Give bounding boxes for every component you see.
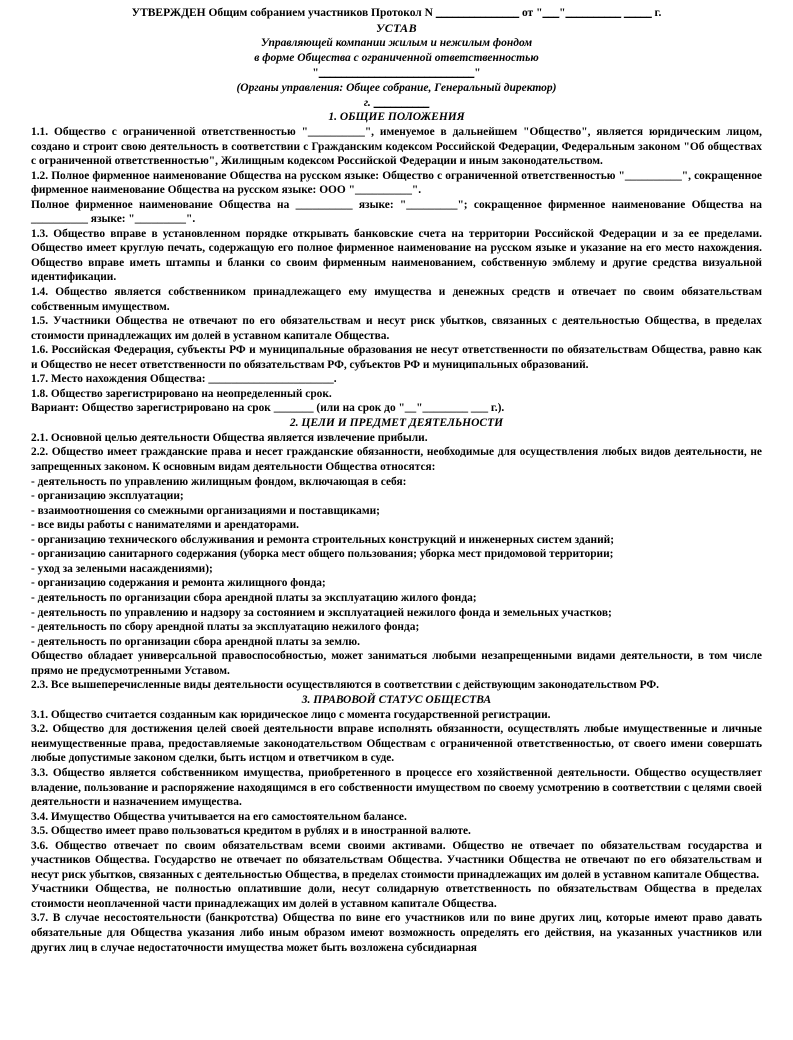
list-item: - деятельность по управлению и надзору за состоянием и эксплуатацией нежилого фонда и земельных участков;	[31, 606, 612, 619]
company-name-blank: ____________________________	[318, 67, 475, 79]
city-prefix: г.	[363, 97, 371, 109]
paragraph-1-6: 1.6. Российская Федерация, субъекты РФ и муниципальные образования не несут ответственности по обязательствам Общества, равно как и Общество не несет ответственности по обязательствам РФ, субъектов РФ и муниципальных образований.	[31, 344, 762, 371]
paragraph-1-3: 1.3. Общество вправе в установленном порядке открывать банковские счета на территории Российской Федерации и за ее пределами. Общество имеет круглую печать, содержащую его полное фирменное наименование на русском языке и указание на его место нахождения. Общество вправе иметь штампы и бланки со своим фирменным наименованием, собственную эмблему и другие средства визуальной идентификации.	[31, 227, 762, 284]
section-heading-3: 3. ПРАВОВОЙ СТАТУС ОБЩЕСТВА	[301, 693, 492, 706]
paragraph-1-8: 1.8. Общество зарегистрировано на неопределенный срок.	[31, 387, 332, 400]
approval-quote: "	[559, 7, 566, 19]
close-quote: "	[474, 67, 481, 79]
list-item: - организацию санитарного содержания (уборка мест общего пользования; уборка мест придомовой территории;	[31, 548, 614, 561]
approval-year-suffix: г.	[654, 7, 662, 19]
paragraph-3-4: 3.4. Имущество Общества учитывается на его самостоятельном балансе.	[31, 810, 407, 823]
approval-prefix: УТВЕРЖДЕН Общим собранием участников Протокол N	[131, 7, 433, 19]
approval-line	[31, 6, 762, 21]
section-heading-1: 1. ОБЩИЕ ПОЛОЖЕНИЯ	[328, 111, 465, 123]
paragraph-1-2b: Полное фирменное наименование Общества на __________ языке: "_________"; сокращенное фирменное наименование Общества на __________ языке: "_________".	[31, 198, 762, 226]
list-item: - организацию эксплуатации;	[31, 490, 184, 503]
paragraph-1-4: 1.4. Общество является собственником принадлежащего ему имущества и денежных средств и отвечает по своим обязательствам собственным имуществом.	[31, 286, 762, 313]
company-name-blank-line	[31, 66, 762, 81]
approval-blank-4: _____	[623, 7, 652, 19]
approval-blank-2: ___	[542, 7, 560, 19]
document-subtitle-line-1: Управляющей компании жилым и нежилым фондом	[260, 37, 533, 49]
open-quote: "	[312, 67, 319, 79]
paragraph-2-2: 2.2. Общество имеет гражданские права и несет гражданские обязанности, необходимые для осуществления любых видов деятельности, не запрещенных законом. К основным видам деятельности Общества относятся:	[31, 446, 762, 474]
city-line	[31, 96, 762, 110]
paragraph-1-5: 1.5. Участники Общества не отвечают по его обязательствам и несут риск убытков, связанных с деятельностью Общества, в пределах стоимости принадлежащих им долей в уставном капитале Общества.	[31, 315, 762, 342]
paragraph-3-6b: Участники Общества, не полностью оплатившие доли, несут солидарную ответственность по обязательствам Общества в пределах стоимости неоплаченной части принадлежащих им долей в уставном капитале Общества.	[31, 883, 762, 910]
list-item: - деятельность по управлению жилищным фондом, включающая в себя:	[31, 475, 407, 488]
list-item: - взаимоотношения со смежными организациями и поставщиками;	[31, 504, 380, 517]
approval-blank-3: __________	[565, 7, 622, 19]
paragraph-3-1: 3.1. Общество считается созданным как юридическое лицо с момента государственной регистрации.	[31, 708, 551, 721]
paragraph-3-6: 3.6. Общество отвечает по своим обязательствам всеми своими активами. Общество не отвечает по обязательствам государства и участников Общества. Государство не отвечает по обязательствам Общества. Участники Общества не отвечают по его обязательствам и несут риск убытков, связанных с деятельностью Общества, в пределах стоимости принадлежащих им долей в уставном капитале Общества.	[31, 839, 762, 881]
list-item: - деятельность по организации сбора арендной платы за землю.	[31, 635, 360, 648]
paragraph-1-7: 1.7. Место нахождения Общества: ______________________.	[31, 373, 337, 386]
list-item: - деятельность по сбору арендной платы за эксплуатацию нежилого фонда;	[31, 621, 420, 634]
approval-blank-1: _______________	[435, 7, 520, 19]
paragraph-2-3: 2.3. Все вышеперечисленные виды деятельности осуществляются в соответствии с действующим законодательством РФ.	[31, 679, 659, 692]
list-item: - организацию технического обслуживания и ремонта строительных конструкций и инженерных систем зданий;	[31, 533, 614, 546]
document-subtitle-line-2: в форме Общества с ограниченной ответственностью	[254, 52, 539, 64]
section-heading-2: 2. ЦЕЛИ И ПРЕДМЕТ ДЕЯТЕЛЬНОСТИ	[289, 416, 504, 429]
paragraph-3-7: 3.7. В случае несостоятельности (банкротства) Общества по вине его участников или по вине других лиц, которые имеют право давать обязательные для Общества указания либо иным образом имеют возможность определять его действия, на указанных участников или других лиц в случае недостаточности имущества может быть возложена субсидиарная	[31, 912, 762, 954]
paragraph-2-1: 2.1. Основной целью деятельности Общества является извлечение прибыли.	[31, 431, 428, 444]
approval-from: от "	[521, 7, 543, 19]
paragraph-2-universal-capacity: Общество обладает универсальной правоспособностью, может заниматься любыми незапрещенными видами деятельности, в том числе прямо не предусмотренными Уставом.	[31, 650, 762, 677]
list-item: - все виды работы с нанимателями и арендаторами.	[31, 519, 300, 532]
list-item: - уход за зелеными насаждениями);	[31, 562, 213, 575]
paragraph-1-8-variant: Вариант: Общество зарегистрировано на срок _______ (или на срок до "__"________ ___ г.).	[31, 402, 505, 415]
governing-bodies-line: (Органы управления: Общее собрание, Генеральный директор)	[236, 82, 557, 94]
paragraph-3-2: 3.2. Общество для достижения целей своей деятельности вправе исполнять обязанности, осуществлять любые имущественные и личные неимущественные права, предоставляемые законодательством Обществам с ограниченной ответственностью, от своего имени совершать любые допустимые законом сделки, быть истцом и ответчиком в суде.	[31, 723, 762, 765]
paragraph-3-5: 3.5. Общество имеет право пользоваться кредитом в рублях и в иностранной валюте.	[31, 825, 471, 838]
paragraph-1-1: 1.1. Общество с ограниченной ответственностью "__________", именуемое в дальнейшем "Общество", является юридическим лицом, создано и строит свою деятельность в соответствии с Гражданским кодексом Российской Федерации, Федеральным законом "Об обществах с ограниченной ответственностью", Жилищным кодексом Российской Федерации и иным законодательством.	[31, 126, 762, 168]
list-item: - организацию содержания и ремонта жилищного фонда;	[31, 577, 326, 590]
paragraph-1-2: 1.2. Полное фирменное наименование Общества на русском языке: Общество с ограниченной ответственностью "__________", сокращенное фирменное наименование Общества на русском языке: ООО "__________".	[31, 169, 762, 197]
list-item: - деятельность по организации сбора арендной платы за эксплуатацию жилого фонда;	[31, 591, 477, 604]
city-blank: __________	[373, 97, 430, 109]
paragraph-3-3: 3.3. Общество является собственником имущества, приобретенного в процессе его хозяйственной деятельности. Общество осуществляет владение, пользование и распоряжение находящимся в его собственности имуществом по своему усмотрению в соответствии с целями своей деятельности и назначением имущества.	[31, 766, 762, 809]
document-title: УСТАВ	[376, 21, 417, 35]
